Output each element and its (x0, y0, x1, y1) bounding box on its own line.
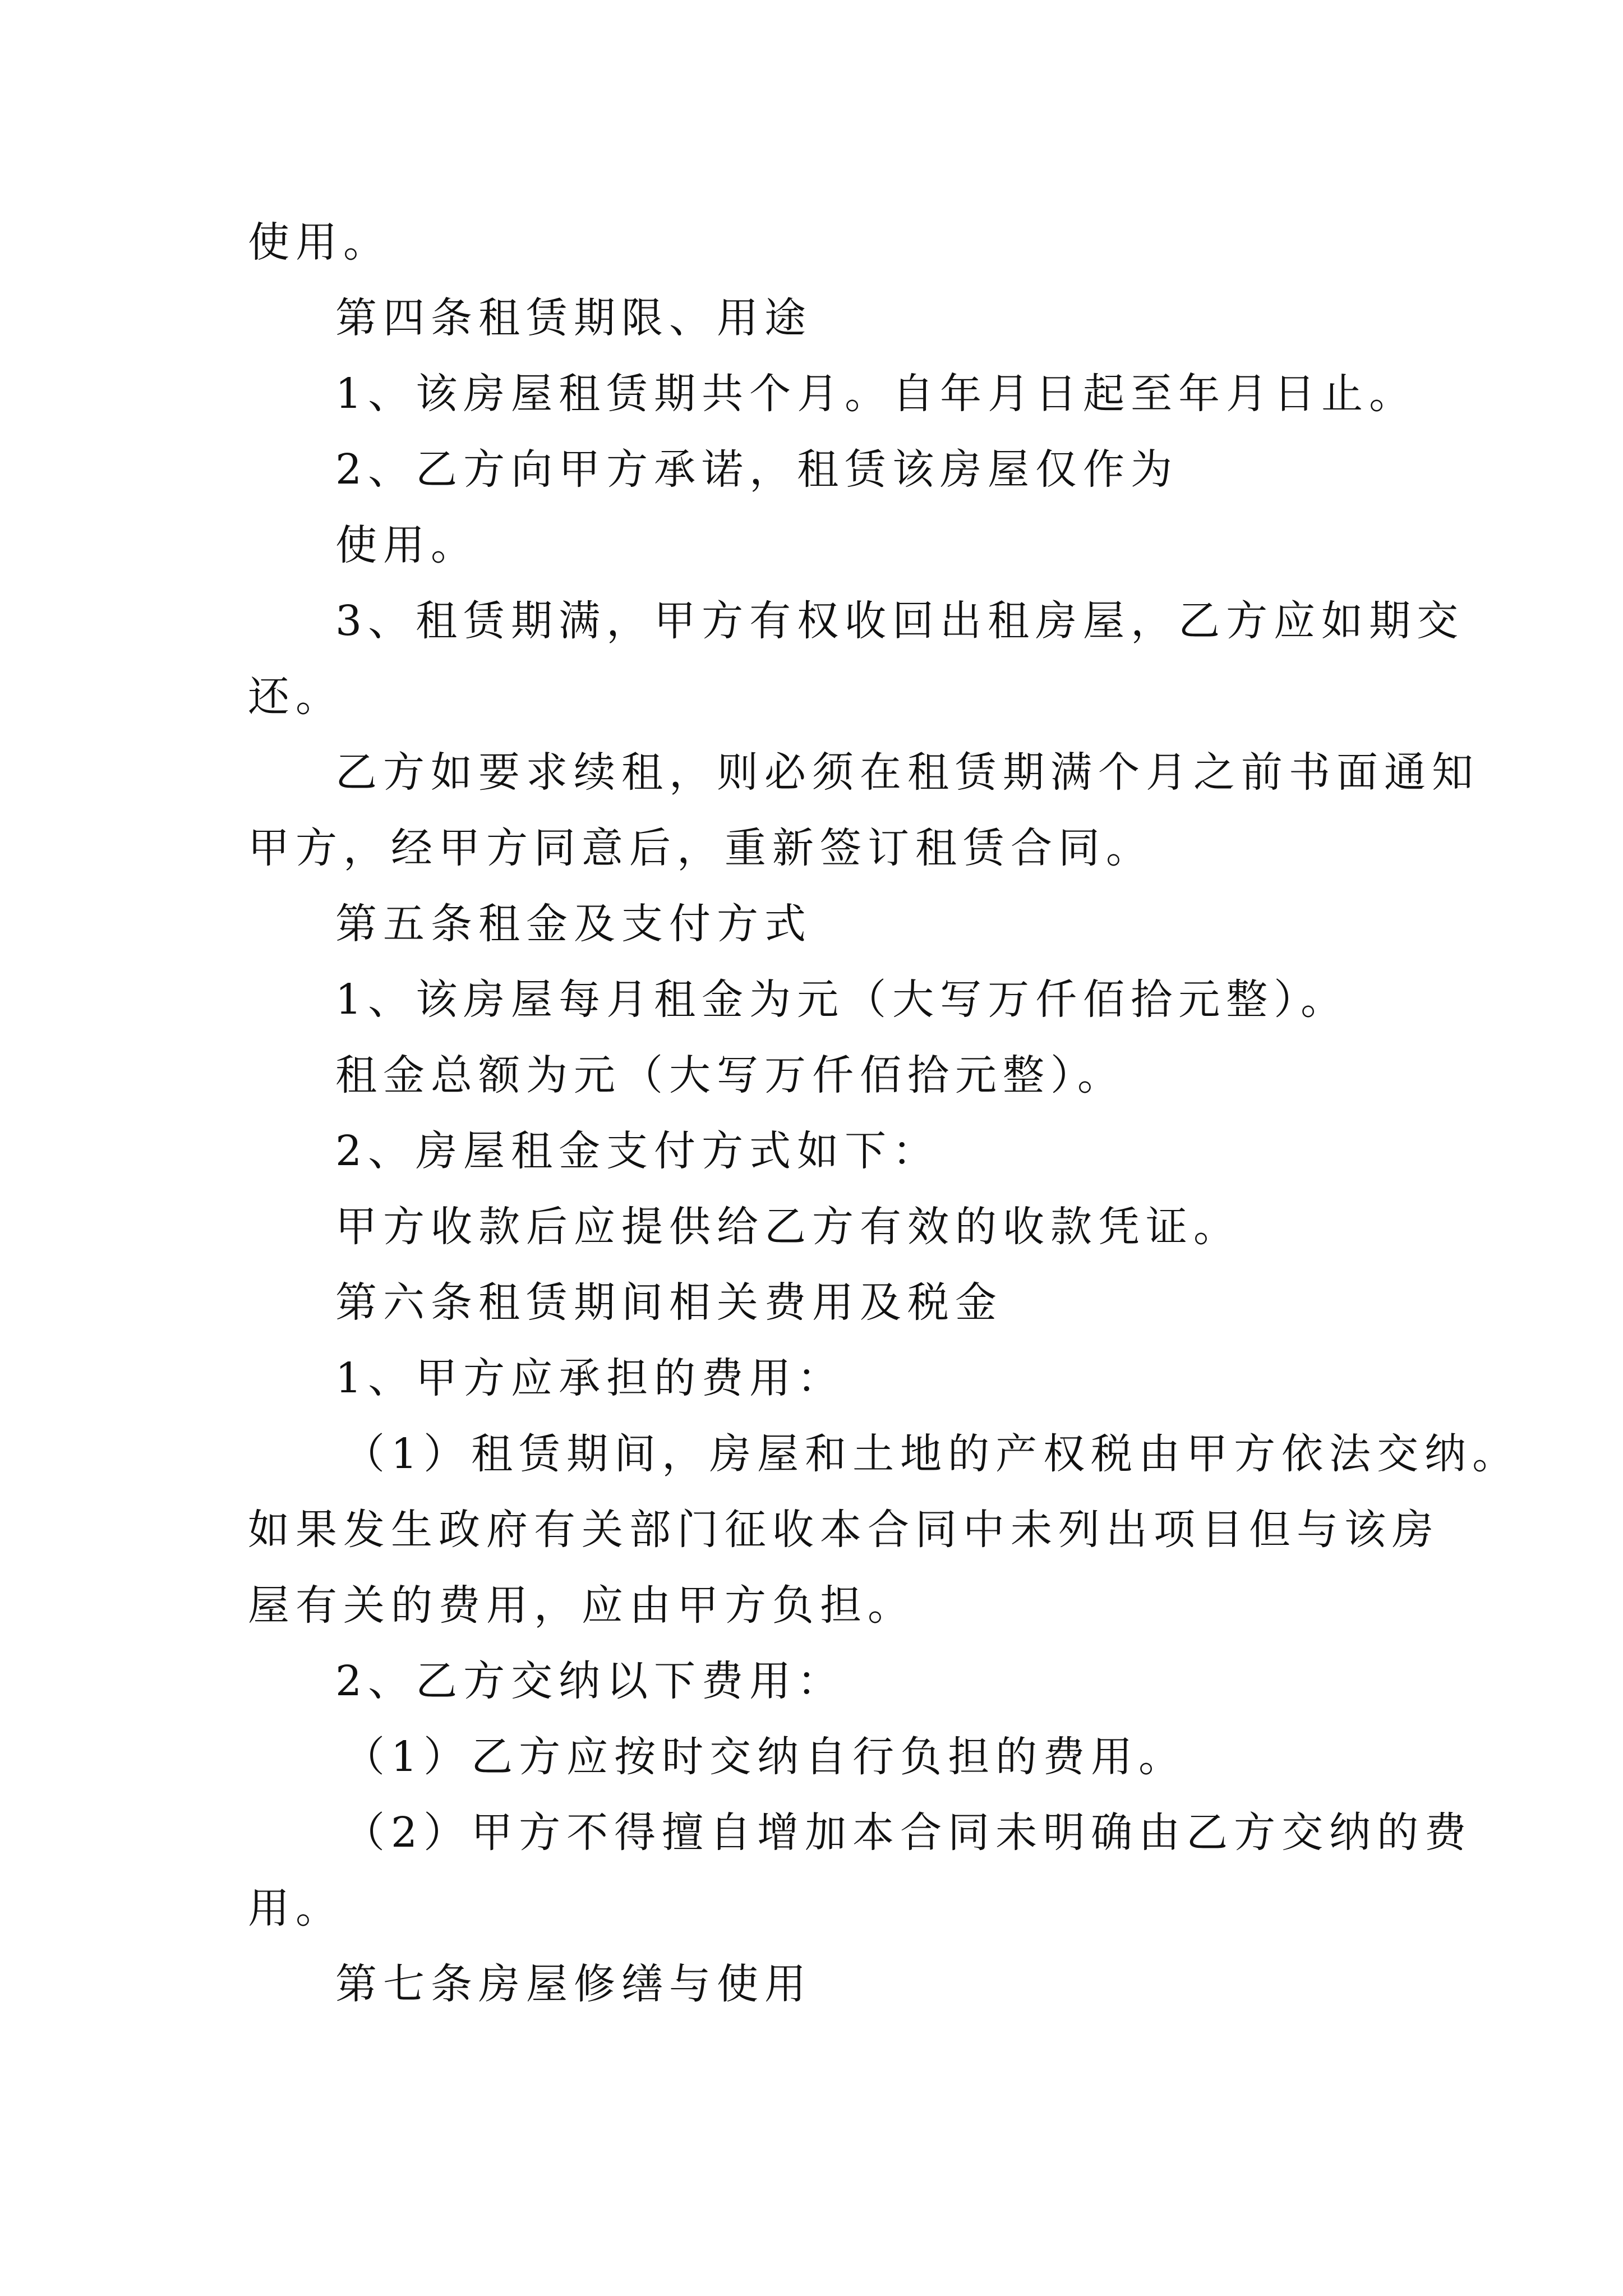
section-heading: 第六条租赁期间相关费用及税金 (335, 1278, 1003, 1327)
text-line: 1、甲方应承担的费用： (335, 1354, 845, 1402)
text-line: 乙方如要求续租，则必须在租赁期满个月之前书面通知 (335, 748, 1479, 797)
text-line: 3、租赁期满，甲方有权收回出租房屋，乙方应如期交 (335, 597, 1465, 645)
text-line: 2、乙方向甲方承诺，租赁该房屋仅作为 (335, 445, 1179, 494)
section-heading: 第四条租赁期限、用途 (335, 294, 812, 342)
section-heading: 第七条房屋修缮与使用 (335, 1960, 812, 2008)
text-line: 1、该房屋租赁期共个月。自年月日起至年月日止。 (335, 370, 1417, 418)
text-line: 还。 (248, 673, 343, 721)
section-heading: 第五条租金及支付方式 (335, 900, 812, 948)
text-line: 2、房屋租金支付方式如下： (335, 1127, 940, 1175)
text-line: 使用。 (335, 521, 478, 569)
text-line: 屋有关的费用，应由甲方负担。 (248, 1581, 915, 1630)
text-line: （1）租赁期间，房屋和土地的产权税由甲方依法交纳。 (343, 1430, 1520, 1478)
text-line: 2、乙方交纳以下费用： (335, 1657, 845, 1705)
text-line: 1、该房屋每月租金为元（大写万仟佰拾元整）。 (335, 976, 1349, 1024)
text-line: （2）甲方不得擅自增加本合同未明确由乙方交纳的费 (343, 1809, 1473, 1857)
text-line: 如果发生政府有关部门征收本合同中未列出项目但与该房 (248, 1506, 1440, 1554)
text-line: 甲方，经甲方同意后，重新签订租赁合同。 (248, 824, 1154, 872)
text-line: 使用。 (248, 218, 391, 266)
text-line: 租金总额为元（大写万仟佰拾元整）。 (335, 1051, 1125, 1099)
text-line: 甲方收款后应提供给乙方有效的收款凭证。 (335, 1203, 1241, 1251)
text-line: 用。 (248, 1884, 343, 1932)
text-line: （1）乙方应按时交纳自行负担的费用。 (343, 1733, 1187, 1781)
